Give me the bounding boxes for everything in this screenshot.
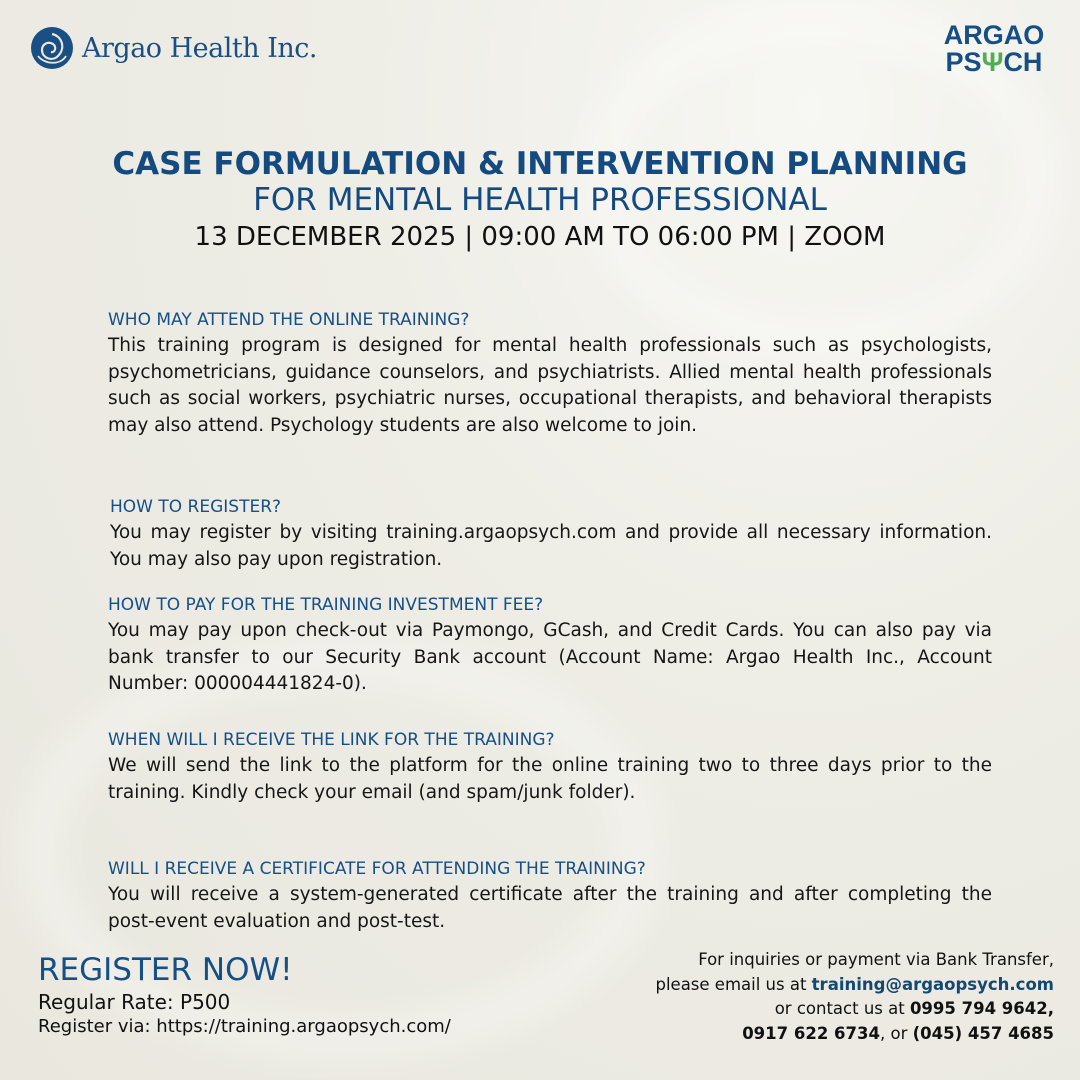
faq-body: We will send the link to the platform for the online training two to three days prior to the training. Kindly check your email (and spam/junk folder). [108, 755, 992, 803]
phone-number[interactable]: 0917 622 6734 [742, 1023, 880, 1043]
event-subtitle: FOR MENTAL HEALTH PROFESSIONAL [253, 182, 827, 218]
argao-psych-logo [934, 22, 1054, 76]
contact-phone-line [655, 997, 1054, 1022]
register-link[interactable]: Register via: https://training.argaopsych.com/ [38, 1016, 451, 1037]
faq-body: You will receive a system-generated certificate after the training and after completing the post-event evaluation and post-test. [108, 884, 992, 932]
faq-heading: WILL I RECEIVE A CERTIFICATE FOR ATTENDING THE TRAINING? [108, 859, 646, 879]
psi-icon: Ψ [981, 47, 1004, 77]
faq-certificate [108, 859, 992, 935]
faq-heading: HOW TO REGISTER? [110, 497, 282, 517]
contact-text: please email us at [655, 974, 812, 994]
faq-how-to-register [110, 497, 992, 573]
faq-body: You may register by visiting training.argaopsych.com and provide all necessary information. You may also pay upon registration. [110, 522, 992, 570]
event-date-time: 13 DECEMBER 2025 | 09:00 AM TO 06:00 PM | ZOOM [194, 222, 886, 252]
faq-link [108, 730, 992, 806]
contact-email-line [655, 973, 1054, 998]
faq-how-to-pay [108, 595, 992, 698]
contact-block [655, 948, 1054, 1046]
regular-rate: Regular Rate: P500 [38, 990, 231, 1014]
logo-text: PS [945, 47, 982, 77]
register-now-cta[interactable]: REGISTER NOW! [38, 952, 293, 988]
event-title: CASE FORMULATION & INTERVENTION PLANNING [112, 146, 968, 182]
logo-line2 [934, 49, 1054, 76]
email-link[interactable]: training@argaopsych.com [811, 974, 1054, 994]
argao-health-emblem-icon [30, 26, 74, 70]
faq-heading: WHO MAY ATTEND THE ONLINE TRAINING? [108, 310, 470, 330]
argao-health-logo [30, 26, 317, 70]
faq-who-may-attend [108, 310, 992, 439]
contact-text: , or [879, 1023, 913, 1043]
org-name: Argao Health Inc. [82, 32, 317, 64]
phone-number[interactable]: (045) 457 4685 [912, 1023, 1054, 1043]
register-block [38, 952, 451, 1037]
faq-body: This training program is designed for mental health professionals such as psychologists, psychometricians, guidance counselors, and psychiatrists. Allied mental health professionals such as social workers, psychiatric nurses, occupational therapists, and behavioral therapists may also attend. Psychology students are also welcome to join. [108, 335, 992, 436]
faq-heading: HOW TO PAY FOR THE TRAINING INVESTMENT FEE? [108, 595, 544, 615]
contact-text: or contact us at [774, 999, 910, 1018]
logo-text: CH [1003, 47, 1043, 77]
contact-phone-line [655, 1022, 1054, 1047]
faq-body: You may pay upon check-out via Paymongo, GCash, and Credit Cards. You can also pay via bank transfer to our Security Bank account (Account Name: Argao Health Inc., Account Number: 000004441824-0). [108, 620, 992, 694]
faq-heading: WHEN WILL I RECEIVE THE LINK FOR THE TRAINING? [108, 730, 555, 750]
phone-number[interactable]: 0995 794 9642, [909, 999, 1054, 1018]
contact-text: For inquiries or payment via Bank Transfer, [698, 950, 1054, 969]
logo-line1: ARGAO [943, 20, 1045, 50]
